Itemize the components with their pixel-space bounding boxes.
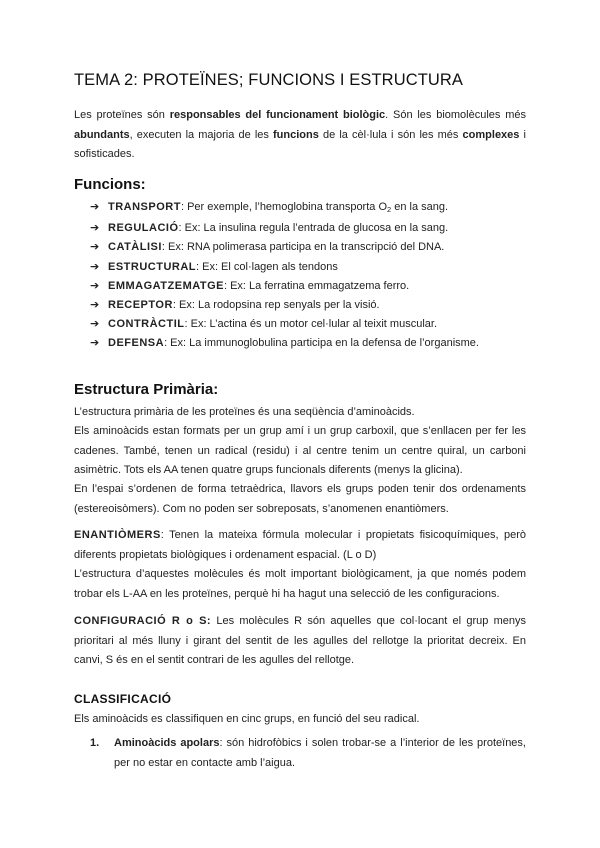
list-item: [90, 334, 530, 353]
item-number: 1.: [90, 737, 100, 749]
primaria-heading: Estructura Primària:: [74, 381, 219, 398]
intro-paragraph: [74, 106, 526, 165]
function-text: : Ex: La insulina regula l’entrada de glucosa en la sang.: [178, 222, 449, 235]
arrow-icon: ➔: [90, 279, 100, 292]
arrow-icon: ➔: [90, 222, 100, 235]
arrow-icon: ➔: [90, 318, 100, 331]
list-item: [90, 258, 530, 277]
arrow-icon: ➔: [90, 299, 100, 312]
configuracio-label: CONFIGURACIÓ R o S:: [74, 615, 212, 627]
function-label: CONTRÀCTIL: [108, 318, 185, 331]
list-item: [90, 219, 530, 238]
function-text: : Ex: L’actina és un motor cel·lular al teixit muscular.: [184, 318, 437, 331]
function-label: REGULACIÓ: [108, 222, 179, 235]
subscript: 2: [387, 205, 392, 214]
intro-text-2: . Són les biomolècules més: [385, 109, 526, 121]
arrow-icon: ➔: [90, 241, 100, 254]
intro-bold-2: abundants: [74, 128, 130, 141]
configuracio-text: Les molècules R són aquelles que col·locant el grup menys prioritari al més lluny i girant del sentit de les agulles del rellotge la prioritat decreix. En canvi, S és en el sentit contrari de les agulles del rellotge.: [74, 615, 526, 666]
function-text: : Ex: La rodopsina rep senyals per la visió.: [172, 299, 380, 312]
function-label: CATÀLISI: [108, 241, 162, 254]
function-label: TRANSPORT: [108, 201, 181, 213]
list-item: [90, 238, 530, 257]
function-text: : Ex: El col·lagen als tendons: [196, 260, 338, 273]
enantiomers-paragraph-2: L’estructura d’aquestes molècules és molt important biològicament, ja que només podem trobar els L-AA en les proteïnes, perquè hi ha hagut una selecció de les configuracions.: [74, 568, 526, 600]
primaria-paragraph-3: En l’espai s’ordenen de forma tetraèdrica, llavors els grups poden tenir dos ordenaments (estereoisòmers). Com no poden ser sobreposats, s’anomenen enantiòmers.: [74, 483, 526, 515]
funcions-heading: Funcions:: [74, 176, 146, 193]
list-item: [90, 296, 530, 315]
item-body: [114, 733, 526, 773]
list-item: [90, 315, 530, 334]
primaria-paragraph-2: Els aminoàcids estan formats per un grup amí i un grup carboxil, que s’enllacen per fer les cadenes. També, tenen un radical (residu) i al centre tenim un centre quiral, un carboni asimètric. Tots els AA tenen quatre grups funcionals diferents (menys la glicina).: [74, 425, 526, 476]
function-text: : Per exemple, l’hemoglobina transporta O: [180, 201, 388, 213]
function-text-tail: en la sang.: [391, 201, 449, 213]
intro-text-4: de la cèl·lula i són les més: [318, 128, 463, 141]
intro-bold-3: funcions: [273, 128, 319, 141]
funcions-list: [90, 198, 530, 354]
intro-text-3: , executen la majoria de les: [129, 128, 274, 141]
configuracio-paragraph: [74, 612, 526, 671]
function-label: RECEPTOR: [108, 299, 173, 312]
classificacio-heading: CLASSIFICACIÓ: [74, 692, 172, 706]
primaria-paragraph-1: L’estructura primària de les proteïnes és una seqüència d’aminoàcids.: [74, 406, 415, 418]
enantiomers-paragraph: [74, 526, 526, 565]
list-item: [90, 198, 530, 219]
function-label: EMMAGATZEMATGE: [108, 279, 224, 292]
enantiomers-text: : Tenen la mateixa fórmula molecular i propietats fisicoquímiques, però diferents propietats biològiques i ordenament espacial. (L o D): [74, 529, 526, 561]
intro-text-5: i sofisticades.: [74, 128, 526, 160]
item-label: Aminoàcids apolars: [114, 737, 220, 749]
classificacio-paragraph: Els aminoàcids es classifiquen en cinc grups, en funció del seu radical.: [74, 713, 420, 725]
function-text: : Ex: RNA polimerasa participa en la transcripció del DNA.: [161, 241, 445, 254]
function-label: ESTRUCTURAL: [108, 260, 196, 273]
list-item: [90, 277, 530, 296]
page-title: TEMA 2: PROTEÏNES; FUNCIONS I ESTRUCTURA: [74, 71, 464, 89]
list-item: [90, 733, 526, 773]
function-text: : Ex: La ferratina emmagatzema ferro.: [223, 279, 410, 292]
item-text: : són hidrofòbics i solen trobar-se a l’interior de les proteïnes, per no estar en contacte amb l’aigua.: [114, 737, 526, 769]
arrow-icon: ➔: [90, 260, 100, 273]
function-label: DEFENSA: [108, 337, 165, 350]
enantiomers-label: ENANTIÒMERS: [74, 529, 161, 541]
intro-text-1: Les proteïnes són: [74, 109, 170, 121]
intro-bold-1: responsables del funcionament biològic: [169, 109, 386, 121]
function-text: : Ex: La immunoglobulina participa en la defensa de l’organisme.: [164, 337, 479, 350]
intro-bold-4: complexes: [462, 128, 520, 141]
arrow-icon: ➔: [90, 337, 100, 350]
arrow-icon: ➔: [90, 201, 100, 213]
